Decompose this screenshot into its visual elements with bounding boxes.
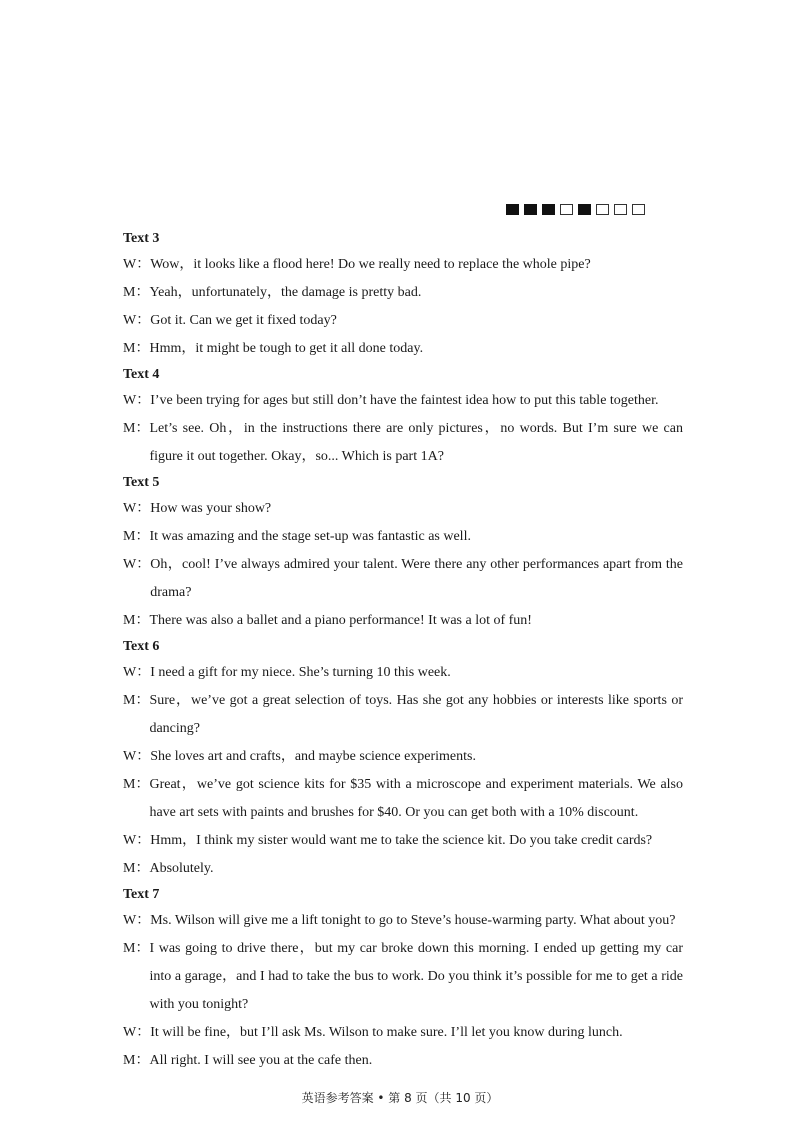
dialogue-line [123,251,683,279]
section-heading: Text 3 [123,231,160,246]
dialogue-text: Great，we’ve got science kits for $35 with a microscope and experiment materials. We also have art sets with paints and brushes for $40. Or you can get both with a 10% discount. [149,777,683,820]
dialogue-text: She loves art and crafts，and maybe science experiments. [150,749,476,764]
speaker-label: W： [123,833,151,848]
dialogue-text: Hmm，I think my sister would want me to take the science kit. Do you take credit cards? [150,833,653,848]
dialogue-text: Ms. Wilson will give me a lift tonight to go to Steve’s house-warming party. What about you? [150,913,676,928]
dialogue-line [123,935,683,1019]
dialogue-text: I’ve been trying for ages but still don’t have the faintest idea how to put this table together. [150,393,659,408]
position-mark-filled [524,204,537,215]
section-heading: Text 4 [123,367,160,382]
dialogue-line [123,495,683,523]
speaker-label: M： [123,777,150,792]
dialogue-line [123,743,683,771]
dialogue-text: Got it. Can we get it fixed today? [150,313,337,328]
speaker-label: W： [123,257,151,272]
dialogue-text: Sure，we’ve got a great selection of toys. Has she got any hobbies or interests like sports or dancing? [149,693,683,736]
page-position-marks [506,204,645,215]
dialogue-line [123,387,683,415]
speaker-label: M： [123,941,150,956]
dialogue-text: Hmm，it might be tough to get it all done today. [149,341,424,356]
speaker-label: W： [123,313,151,328]
speaker-label: W： [123,1025,151,1040]
speaker-label: M： [123,285,150,300]
dialogue-text: Let’s see. Oh，in the instructions there are only pictures，no words. But I’m sure we can figure it out together. Okay，so... Which is part 1A? [149,421,683,464]
dialogue-line [123,659,683,687]
speaker-label: W： [123,393,151,408]
speaker-label: M： [123,613,150,628]
dialogue-text: Absolutely. [149,861,214,876]
dialogue-text: How was your show? [150,501,272,516]
speaker-label: W： [123,749,151,764]
speaker-label: M： [123,861,150,876]
position-mark-empty [632,204,645,215]
section-heading: Text 6 [123,639,160,654]
position-mark-empty [596,204,609,215]
dialogue-line [123,307,683,335]
dialogue-line [123,1047,683,1075]
speaker-label: W： [123,913,151,928]
dialogue-line [123,279,683,307]
dialogue-line [123,335,683,363]
speaker-label: M： [123,693,150,708]
speaker-label: M： [123,341,150,356]
dialogue-text: Yeah，unfortunately，the damage is pretty bad. [149,285,422,300]
position-mark-filled [506,204,519,215]
dialogue-line [123,415,683,471]
dialogue-text: Oh，cool! I’ve always admired your talent. Were there any other performances apart from the drama? [150,557,683,600]
speaker-label: W： [123,665,151,680]
dialogue-line [123,771,683,827]
dialogue-line [123,551,683,607]
dialogue-text: There was also a ballet and a piano performance! It was a lot of fun! [149,613,532,628]
position-mark-filled [578,204,591,215]
page-footer: 英语参考答案 • 第 8 页（共 10 页） [301,1091,499,1105]
position-mark-empty [560,204,573,215]
dialogue-text: It will be fine，but I’ll ask Ms. Wilson to make sure. I’ll let you know during lunch. [150,1025,623,1040]
dialogue-line [123,907,683,935]
dialogue-line [123,687,683,743]
dialogue-line [123,1019,683,1047]
dialogue-line [123,523,683,551]
speaker-label: W： [123,557,151,572]
dialogue-text: I was going to drive there，but my car broke down this morning. I ended up getting my car into a garage，and I had to take the bus to work. Do you think it’s possible for me to get a ride with you tonight? [149,941,683,1012]
dialogue-text: All right. I will see you at the cafe then. [149,1053,373,1068]
dialogue-text: It was amazing and the stage set-up was fantastic as well. [149,529,471,544]
dialogue-line [123,607,683,635]
speaker-label: W： [123,501,151,516]
dialogue-line [123,855,683,883]
dialogue-text: Wow，it looks like a flood here! Do we really need to replace the whole pipe? [150,257,591,272]
position-mark-filled [542,204,555,215]
dialogue-line [123,827,683,855]
speaker-label: M： [123,1053,150,1068]
transcript-content [123,227,683,1075]
speaker-label: M： [123,421,150,436]
section-heading: Text 7 [123,887,160,902]
dialogue-text: I need a gift for my niece. She’s turning 10 this week. [150,665,451,680]
position-mark-empty [614,204,627,215]
speaker-label: M： [123,529,150,544]
section-heading: Text 5 [123,475,160,490]
